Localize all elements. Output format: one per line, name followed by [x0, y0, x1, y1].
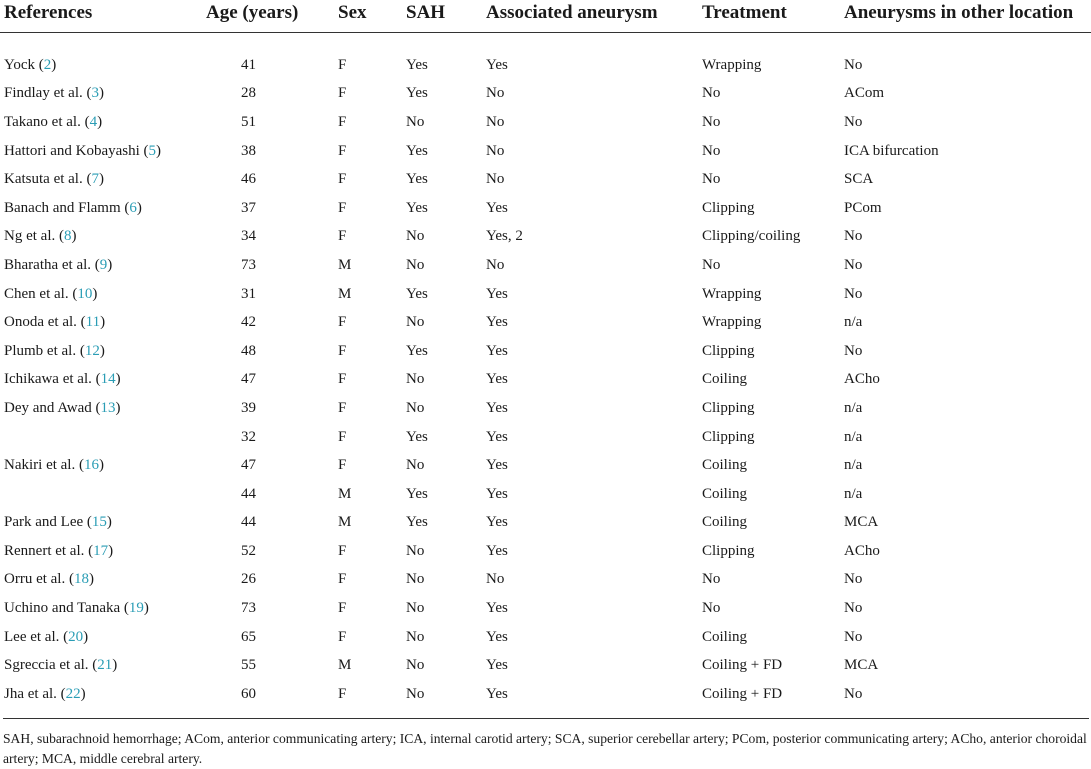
cell-age: 73	[241, 600, 256, 617]
reference-close-paren: )	[108, 542, 114, 559]
cell-reference	[0, 80, 200, 109]
cell-reference	[0, 451, 200, 480]
cell-treatment: Clipping	[702, 428, 755, 445]
cell-age: 41	[241, 56, 256, 73]
cell-other-location: PCom	[844, 199, 882, 216]
reference-close-paren: )	[100, 314, 106, 331]
cell-reference	[0, 680, 200, 709]
cell-sah: No	[406, 314, 425, 331]
reference-number-link[interactable]: 3	[91, 85, 99, 102]
cell-sah: No	[406, 399, 425, 416]
cell-treatment: No	[702, 171, 721, 188]
reference-author: Park and Lee (	[4, 514, 92, 531]
cell-other-location: No	[844, 571, 863, 588]
table-row	[0, 623, 1091, 652]
table-row	[0, 394, 1091, 423]
cell-treatment: Coiling	[702, 371, 748, 388]
table-row	[0, 451, 1091, 480]
reference-author: Uchino and Tanaka (	[4, 600, 129, 617]
cell-associated-aneurysm: Yes	[486, 371, 508, 388]
cell-other-location: No	[844, 342, 863, 359]
cell-other-location: MCA	[844, 514, 879, 531]
cell-sex: F	[338, 228, 347, 245]
cell-sex: F	[338, 199, 347, 216]
cell-reference	[0, 280, 200, 309]
cell-sah: No	[406, 113, 425, 130]
cell-reference	[0, 594, 200, 623]
table-row	[0, 566, 1091, 595]
reference-number-link[interactable]: 21	[97, 657, 113, 674]
cell-age: 65	[241, 628, 256, 645]
cell-associated-aneurysm: Yes	[486, 199, 508, 216]
cell-age: 44	[241, 514, 256, 531]
cell-age: 48	[241, 342, 256, 359]
cell-sex: F	[338, 428, 347, 445]
cell-other-location: No	[844, 600, 863, 617]
cell-associated-aneurysm: Yes	[486, 514, 508, 531]
reference-number-link[interactable]: 17	[93, 542, 109, 559]
cell-age: 38	[241, 142, 256, 159]
cell-sah: No	[406, 457, 425, 474]
cell-reference	[0, 509, 200, 538]
cell-treatment: Wrapping	[702, 314, 762, 331]
cell-reference	[0, 366, 200, 395]
reference-close-paren: )	[51, 56, 57, 73]
cell-associated-aneurysm: Yes	[486, 285, 508, 302]
cell-other-location: No	[844, 628, 863, 645]
reference-author: Orru et al. (	[4, 571, 74, 588]
cell-reference	[0, 566, 200, 595]
cell-treatment: No	[702, 600, 721, 617]
cell-reference	[0, 651, 200, 680]
cell-other-location: ACho	[844, 371, 880, 388]
cell-treatment: Coiling	[702, 514, 748, 531]
cell-other-location: n/a	[844, 457, 863, 474]
cell-sah: Yes	[406, 199, 428, 216]
table-body	[0, 33, 1091, 709]
reference-number-link[interactable]: 10	[77, 285, 93, 302]
cell-associated-aneurysm: Yes	[486, 314, 508, 331]
cell-sah: No	[406, 256, 425, 273]
reference-close-paren: )	[99, 342, 105, 359]
reference-author: Jha et al. (	[4, 685, 66, 702]
reference-close-paren: )	[106, 514, 112, 531]
cell-other-location: n/a	[844, 428, 863, 445]
table-row	[0, 680, 1091, 709]
reference-number-link[interactable]: 22	[65, 685, 81, 702]
cell-associated-aneurysm: No	[486, 171, 505, 188]
cell-reference	[0, 251, 200, 280]
reference-author: Ichikawa et al. (	[4, 371, 101, 388]
cell-other-location: No	[844, 228, 863, 245]
cell-other-location: n/a	[844, 485, 863, 502]
table-row	[0, 423, 1091, 452]
cell-age: 42	[241, 314, 256, 331]
cell-sah: No	[406, 571, 425, 588]
reference-close-paren: )	[115, 371, 121, 388]
cell-age: 55	[241, 657, 256, 674]
cell-sex: F	[338, 542, 347, 559]
cell-treatment: Wrapping	[702, 56, 762, 73]
cell-reference	[0, 194, 200, 223]
cell-treatment: Clipping	[702, 542, 755, 559]
cell-reference	[0, 480, 200, 509]
table-row	[0, 108, 1091, 137]
cell-treatment: Wrapping	[702, 285, 762, 302]
reference-close-paren: )	[97, 113, 103, 130]
cell-age: 46	[241, 171, 256, 188]
cell-associated-aneurysm: Yes	[486, 56, 508, 73]
cell-sex: M	[338, 514, 352, 531]
reference-number-link[interactable]: 11	[85, 314, 101, 331]
table-row	[0, 366, 1091, 395]
cell-associated-aneurysm: Yes	[486, 657, 508, 674]
cell-associated-aneurysm: No	[486, 113, 505, 130]
cell-sex: F	[338, 113, 347, 130]
cell-associated-aneurysm: Yes	[486, 342, 508, 359]
header-sah: SAH	[406, 2, 446, 23]
header-associated-aneurysm: Associated aneurysm	[486, 2, 658, 23]
cell-associated-aneurysm: No	[486, 142, 505, 159]
table-row	[0, 651, 1091, 680]
reference-author: Ng et al. (	[4, 228, 64, 245]
cell-treatment: No	[702, 113, 721, 130]
cell-other-location: No	[844, 56, 863, 73]
cell-other-location: ACom	[844, 85, 885, 102]
cell-treatment: Clipping	[702, 399, 755, 416]
table-row	[0, 337, 1091, 366]
table-row	[0, 33, 1091, 80]
cell-age: 32	[241, 428, 256, 445]
cell-reference	[0, 337, 200, 366]
cell-associated-aneurysm: Yes	[486, 457, 508, 474]
reference-author: Banach and Flamm (	[4, 199, 130, 216]
cell-sah: Yes	[406, 428, 428, 445]
cell-sex: F	[338, 314, 347, 331]
cell-reference	[0, 623, 200, 652]
cell-other-location: n/a	[844, 314, 863, 331]
reference-close-paren: )	[136, 199, 142, 216]
cell-sex: F	[338, 571, 347, 588]
reference-number-link[interactable]: 2	[43, 56, 52, 73]
cell-associated-aneurysm: Yes	[486, 485, 508, 502]
cell-sex: F	[338, 342, 347, 359]
table-row	[0, 280, 1091, 309]
cell-age: 39	[241, 399, 256, 416]
cell-treatment: Clipping	[702, 342, 755, 359]
reference-close-paren: )	[112, 657, 118, 674]
table-row	[0, 165, 1091, 194]
cell-sah: Yes	[406, 285, 428, 302]
cell-age: 34	[241, 228, 256, 245]
cell-age: 47	[241, 371, 256, 388]
cell-other-location: No	[844, 113, 863, 130]
reference-number-link[interactable]: 9	[99, 256, 108, 273]
reference-close-paren: )	[88, 571, 94, 588]
cell-sex: F	[338, 399, 347, 416]
reference-number-link[interactable]: 7	[91, 171, 99, 188]
reference-number-link[interactable]: 12	[84, 342, 100, 359]
reference-author: Sgreccia et al. (	[4, 657, 98, 674]
table-row	[0, 194, 1091, 223]
cell-associated-aneurysm: No	[486, 256, 505, 273]
reference-close-paren: )	[98, 85, 104, 102]
cell-treatment: No	[702, 142, 721, 159]
reference-author: Yock (	[4, 56, 44, 73]
cell-treatment: Clipping	[702, 199, 755, 216]
cell-treatment: Coiling	[702, 457, 748, 474]
cell-sex: F	[338, 142, 347, 159]
reference-author: Findlay et al. (	[4, 85, 92, 102]
cell-sex: F	[338, 628, 347, 645]
cell-sex: M	[338, 657, 352, 674]
cell-associated-aneurysm: Yes	[486, 685, 508, 702]
reference-close-paren: )	[80, 685, 86, 702]
cell-sah: No	[406, 628, 425, 645]
cell-other-location: No	[844, 256, 863, 273]
cell-sex: M	[338, 285, 352, 302]
reference-author: Onoda et al. (	[4, 314, 86, 331]
cell-sah: Yes	[406, 142, 428, 159]
cell-reference	[0, 394, 200, 423]
cell-age: 73	[241, 256, 256, 273]
reference-close-paren: )	[83, 628, 89, 645]
reference-author: Plumb et al. (	[4, 342, 85, 359]
cell-sah: No	[406, 685, 425, 702]
reference-number-link[interactable]: 6	[129, 199, 137, 216]
cell-other-location: SCA	[844, 171, 874, 188]
cell-reference	[0, 165, 200, 194]
cell-sah: Yes	[406, 85, 428, 102]
cell-age: 60	[241, 685, 256, 702]
cell-reference	[0, 308, 200, 337]
table-row	[0, 509, 1091, 538]
reference-close-paren: )	[143, 600, 149, 617]
reference-number-link[interactable]: 14	[100, 371, 116, 388]
cell-reference	[0, 537, 200, 566]
cell-sah: No	[406, 657, 425, 674]
table-row	[0, 251, 1091, 280]
cell-age: 47	[241, 457, 256, 474]
reference-author: Katsuta et al. (	[4, 171, 92, 188]
reference-number-link[interactable]: 5	[148, 142, 157, 159]
table-row	[0, 137, 1091, 166]
cell-treatment: Coiling	[702, 628, 748, 645]
cell-associated-aneurysm: No	[486, 85, 505, 102]
cell-reference	[0, 108, 200, 137]
header-row	[0, 0, 1091, 33]
cell-sex: F	[338, 457, 347, 474]
cell-other-location: ACho	[844, 542, 880, 559]
cell-sah: No	[406, 228, 425, 245]
cell-associated-aneurysm: Yes	[486, 399, 508, 416]
reference-number-link[interactable]: 20	[68, 628, 84, 645]
reference-author: Hattori and Kobayashi (	[4, 142, 149, 159]
cell-treatment: Coiling + FD	[702, 657, 783, 674]
cell-associated-aneurysm: Yes	[486, 600, 508, 617]
cell-other-location: No	[844, 685, 863, 702]
cell-sah: Yes	[406, 514, 428, 531]
reference-number-link[interactable]: 19	[128, 600, 144, 617]
header-age: Age (years)	[206, 2, 299, 23]
cell-other-location: ICA bifurcation	[844, 142, 939, 159]
cell-treatment: No	[702, 85, 721, 102]
header-references: References	[4, 2, 93, 23]
reference-number-link[interactable]: 4	[89, 113, 98, 130]
reference-author: Lee et al. (	[4, 628, 69, 645]
table-footnote: SAH, subarachnoid hemorrhage; ACom, anterior communicating artery; ICA, internal carotid artery; SCA, superior cerebellar artery; PCom, posterior communicating artery; ACho, anterior choroidal artery; MCA, middle cerebral artery.	[3, 718, 1089, 769]
cell-sah: No	[406, 371, 425, 388]
table-row	[0, 223, 1091, 252]
reference-number-link[interactable]: 18	[73, 571, 89, 588]
cell-treatment: Clipping/coiling	[702, 228, 801, 245]
cell-associated-aneurysm: Yes	[486, 542, 508, 559]
cell-associated-aneurysm: Yes	[486, 428, 508, 445]
cell-associated-aneurysm: Yes	[486, 628, 508, 645]
table-row	[0, 80, 1091, 109]
cell-age: 52	[241, 542, 256, 559]
cell-sex: F	[338, 56, 347, 73]
cell-age: 44	[241, 485, 256, 502]
cell-reference	[0, 223, 200, 252]
cell-sex: F	[338, 171, 347, 188]
cell-treatment: No	[702, 571, 721, 588]
reference-close-paren: )	[92, 285, 98, 302]
reference-author: Rennert et al. (	[4, 542, 94, 559]
table-row	[0, 594, 1091, 623]
cell-other-location: MCA	[844, 657, 879, 674]
reference-author: Bharatha et al. (	[4, 256, 100, 273]
table-row	[0, 480, 1091, 509]
table-row	[0, 308, 1091, 337]
cell-reference	[0, 423, 200, 452]
cell-age: 37	[241, 199, 256, 216]
header-treatment: Treatment	[702, 2, 787, 23]
reference-close-paren: )	[71, 228, 77, 245]
cell-sex: F	[338, 685, 347, 702]
cell-associated-aneurysm: Yes, 2	[486, 228, 523, 245]
cell-treatment: Coiling + FD	[702, 685, 783, 702]
cell-sah: No	[406, 600, 425, 617]
cell-sex: F	[338, 371, 347, 388]
header-other-location: Aneurysms in other location	[844, 2, 1074, 23]
cell-sex: M	[338, 485, 352, 502]
reference-number-link[interactable]: 15	[91, 514, 107, 531]
cell-sah: No	[406, 542, 425, 559]
reference-author: Takano et al. (	[4, 113, 90, 130]
reference-close-paren: )	[98, 171, 104, 188]
cell-reference	[0, 137, 200, 166]
cell-treatment: No	[702, 256, 721, 273]
cell-sex: M	[338, 256, 352, 273]
reference-author: Chen et al. (	[4, 285, 78, 302]
cell-sah: Yes	[406, 342, 428, 359]
cell-other-location: n/a	[844, 399, 863, 416]
reference-close-paren: )	[156, 142, 162, 159]
cell-sah: Yes	[406, 56, 428, 73]
reference-author: Dey and Awad (	[4, 399, 101, 416]
reference-author: Nakiri et al. (	[4, 457, 84, 474]
cell-age: 28	[241, 85, 256, 102]
cell-associated-aneurysm: No	[486, 571, 505, 588]
reference-close-paren: )	[115, 399, 121, 416]
cell-age: 26	[241, 571, 256, 588]
cell-age: 31	[241, 285, 256, 302]
cell-treatment: Coiling	[702, 485, 748, 502]
reference-close-paren: )	[98, 457, 104, 474]
cell-age: 51	[241, 113, 256, 130]
reference-number-link[interactable]: 8	[63, 228, 72, 245]
table-header	[0, 0, 1091, 33]
cell-sex: F	[338, 85, 347, 102]
table-row	[0, 537, 1091, 566]
cell-reference	[0, 33, 200, 80]
cell-sah: Yes	[406, 485, 428, 502]
reference-close-paren: )	[107, 256, 113, 273]
header-sex: Sex	[338, 2, 367, 23]
reference-number-link[interactable]: 13	[100, 399, 116, 416]
cell-sah: Yes	[406, 171, 428, 188]
reference-number-link[interactable]: 16	[83, 457, 99, 474]
cell-sex: F	[338, 600, 347, 617]
cell-other-location: No	[844, 285, 863, 302]
